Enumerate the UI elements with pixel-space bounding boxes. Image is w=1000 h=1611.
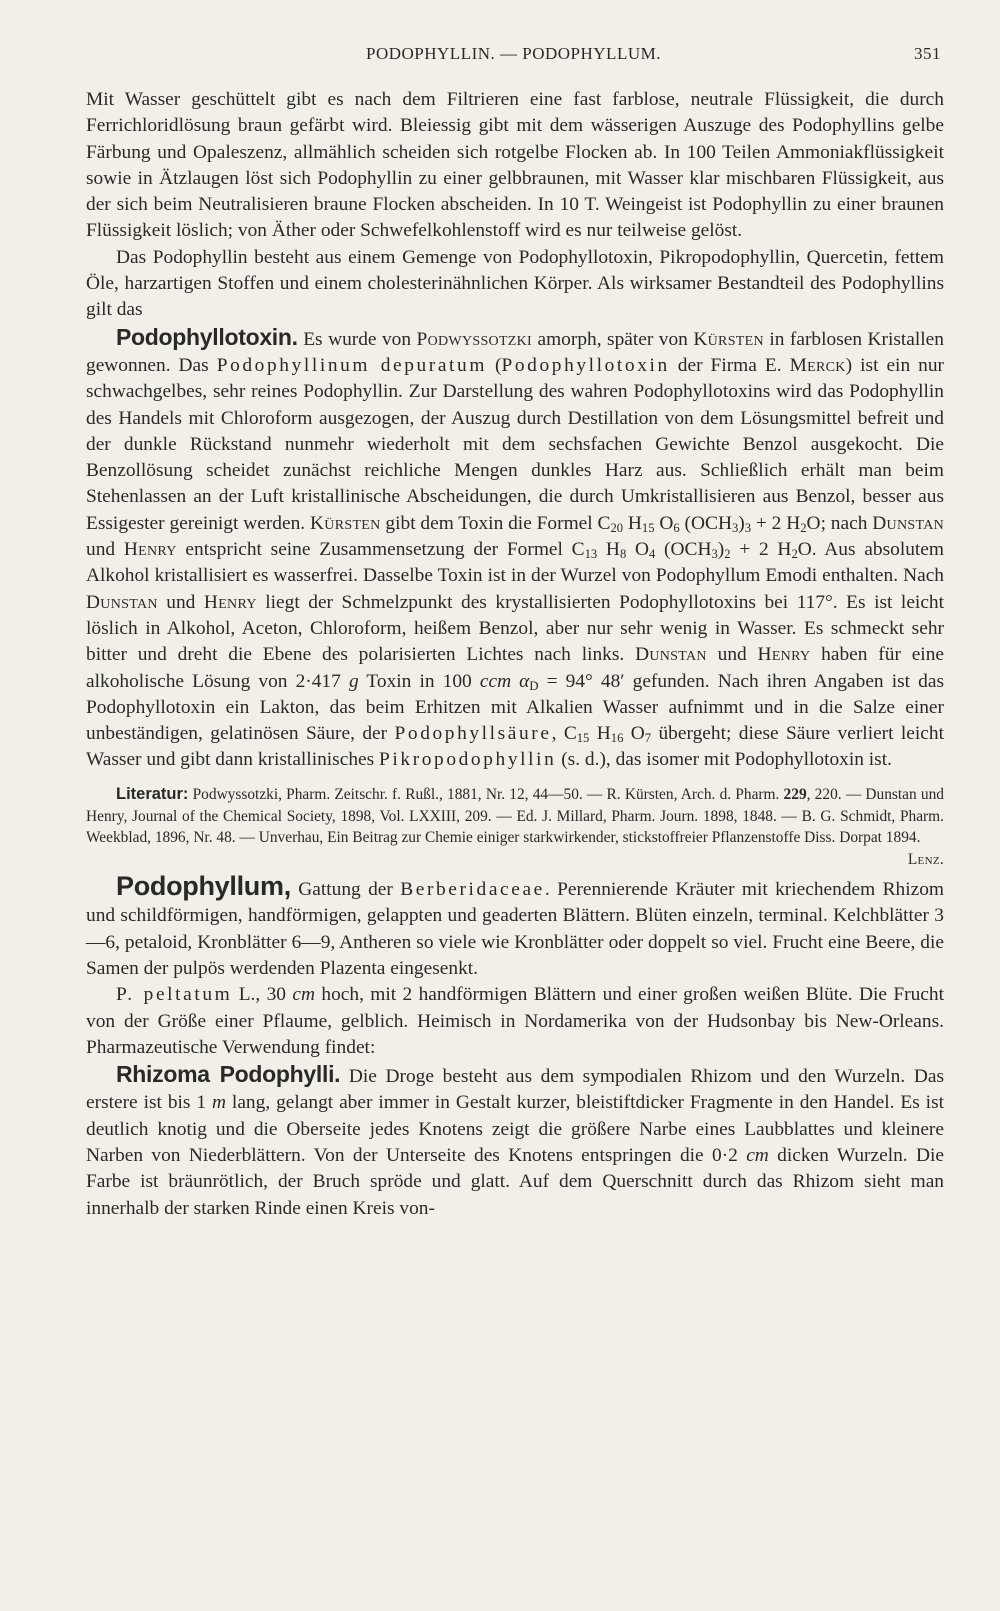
paragraph-solubility: Mit Wasser geschüttelt gibt es nach dem Filtrieren eine fast farblose, neutrale Flüssigkeit, die durch Ferrichloridlösung braun gefärbt wird. Bleiessig gibt mit dem wässerigen Auszuge des Podophyllins gelbe Färbung und Opaleszenz, allmählich scheiden sich rotgelbe Flocken ab. In 100 Teilen Ammoniakflüssigkeit sowie in Ätzlaugen löst sich Podophyllin zu einer gelbbraunen, mit Wasser klar mischbaren Flüssigkeit, aus der sich beim Neutralisieren braune Flocken abscheiden. In 10 T. Weingeist ist Podophyllin zu einer braunen Flüssigkeit löslich; von Äther oder Schwefelkohlenstoff wird es nur teilweise gelöst. (86, 89, 944, 242)
author-name: Dunstan (872, 512, 945, 534)
running-title: PODOPHYLLIN. — PODOPHYLLUM. (366, 44, 661, 63)
author-name: Podwyssotzki (416, 328, 533, 350)
formula-kuersten: $C_{20}$ $H_{15}$ $O_6$ $(OCH_3)_3 + 2$ $H_2O$ (597, 512, 821, 535)
literature-label: Literatur: (116, 784, 189, 803)
paragraph-peltatum: P. peltatum L., 30 cm hoch, mit 2 handförmigen Blättern und einer großen weißen Blüte. Die Frucht von der Größe einer Pflaume, gelblich. Heimisch in Nordamerika von der Hudsonbay bis New-Orleans. Pharmazeutische Verwendung findet: (86, 984, 944, 1058)
author-name: Kürsten (310, 512, 381, 534)
author-name: Henry (203, 591, 257, 613)
formula-podophyllsaeure: $C_{15}$ $H_{16}$ $O_7$ (563, 723, 652, 746)
page-number: 351 (914, 44, 941, 63)
entry-rhizoma-podophylli: Rhizoma Podophylli. Die Droge besteht aus dem sympodialen Rhizom und den Wurzeln. Das erstere ist bis 1 m lang, gelangt aber immer in Gestalt kurzer, bleistiftdicker Fragmente in den Handel. Es ist deutlich knotig und die Oberseite jedes Knotens zeigt die größere Narbe eines Laubblattes und kleinere Narben von Niederblättern. Von der Unterseite des Knotens entspringen die 0·2 cm dicken Wurzeln. Die Farbe ist bräunrötlich, der Bruch spröde und glatt. Auf dem Querschnitt durch das Rhizom sieht man innerhalb der starken Rinde einen Kreis von- (86, 1061, 945, 1219)
lemma-podophyllotoxin: Podophyllotoxin. (116, 323, 298, 350)
page-header (86, 44, 941, 74)
article-author: Lenz. (907, 851, 944, 869)
author-name: Dunstan (86, 591, 158, 613)
paragraph-composition: Das Podophyllin besteht aus einem Gemenge von Podophyllotoxin, Pikropodophyllin, Quercetin, fettem Öle, harzartigen Stoffen und einem cholesterinähnlichen Körper. Als wirksamer Bestandteil des Podophyllins gilt das (86, 246, 944, 321)
author-name: Dunstan (635, 644, 707, 666)
entry-podophyllotoxin: Podophyllotoxin. Es wurde von Podwyssotzki amorph, später von Kürsten in farblosen Kristallen gewonnen. Das Podophyllinum depuratum (Podophyllotoxin der Firma E. Merck) ist ein nur schwachgelbes, sehr reines Podophyllin. Zur Darstellung des wahren Podophyllotoxins wird das Podophyllin des Handels mit Chloroform ausgezogen, der Auszug durch Destillation von dem Lösungsmittel befreit und der dunkle Rückstand nunmehr wiederholt mit dem sechsfachen Gewichte Benzol ausgekocht. Die Benzollösung scheidet zunächst reichliche Mengen dunkles Harz aus. Schließlich erhält man beim Stehenlassen an der Luft kristallinische Abscheidungen, die durch Umkristallisieren aus Benzol, besser aus Essigester gereinigt werden. Kürsten gibt dem Toxin die Formel $C_{20}$ $H_{15}$ $O_6$ $(OCH_3)_3 + 2$ $H_2O$; nach Dunstan und Henry entspricht seine Zusammensetzung der Formel $C_{13}$ $H_8$ $O_4$ $(OCH_3)_2 + 2$ $H_2O$. Aus absolutem Alkohol kristallisiert es wasserfrei. Dasselbe Toxin ist in der Wurzel von Podophyllum Emodi enthalten. Nach Dunstan und Henry liegt der Schmelzpunkt des krystallisierten Podophyllotoxins bei 117°. Es ist leicht löslich in Alkohol, Aceton, Chloroform, heißem Benzol, aber nur sehr wenig in Wasser. Es schmeckt sehr bitter und dreht die Ebene des polarisierten Lichtes nach links. Dunstan und Henry haben für eine alkoholische Lösung von 2·417 g Toxin in 100 ccm $\alpha_D = 94^\circ$ 48′ gefunden. Nach ihren Angaben ist das Podophyllotoxin ein Lakton, das beim Erhitzen mit Alkalien Wasser aufnimmt und in die Salze einer unbeständigen, gelatinösen Säure, der Podophyllsäure, $C_{15}$ $H_{16}$ $O_7$ übergeht; diese Säure verliert leicht Wasser und gibt dann kristallinisches Pikropodophyllin (s. d.), das isomer mit Podophyllotoxin ist. (86, 323, 945, 771)
author-name: Henry (757, 644, 811, 666)
formula-dunstan: $C_{13}$ $H_8$ $O_4$ $(OCH_3)_2 + 2$ $H_2O$ (571, 539, 812, 562)
literature-references: Literatur: Podwyssotzki, Pharm. Zeitschr. f. Rußl., 1881, Nr. 12, 44—50. — R. Kürsten, Arch. d. Pharm. 229, 220. — Dunstan und Henry, Journal of the Chemical Society, 1898, Vol. LXXIII, 209. — Ed. J. Millard, Pharm. Journ. 1898, 1848. — B. G. Schmidt, Pharm. Weekblad, 1896, Nr. 48. — Unverhau, Ein Beitrag zur Chemie einiger starkwirkender, stickstoffreier Pflanzenstoffe Diss. Dorpat 1894. Lenz. (86, 784, 944, 849)
author-name: Henry (123, 539, 177, 561)
lemma-rhizoma-podophylli: Rhizoma Podophylli. (116, 1061, 341, 1088)
section-gap (86, 849, 944, 873)
article-body (86, 87, 944, 1222)
author-name: Merck (789, 354, 846, 376)
lemma-podophyllum: Podophyllum, (116, 871, 291, 902)
entry-podophyllum: Podophyllum, Gattung der Berberidaceae. Perennierende Kräuter mit kriechendem Rhizom und schildförmigen, handförmigen, gelappten und geaderten Blättern. Blüten einzeln, terminal. Kelchblätter 3—6, petaloid, Kronblätter 6—9, Antheren so viele wie Kronblätter oder doppelt so viel. Frucht eine Beere, die Samen der pulpös werdenden Plazenta eingesenkt. (86, 871, 944, 979)
author-name: Kürsten (693, 328, 764, 350)
